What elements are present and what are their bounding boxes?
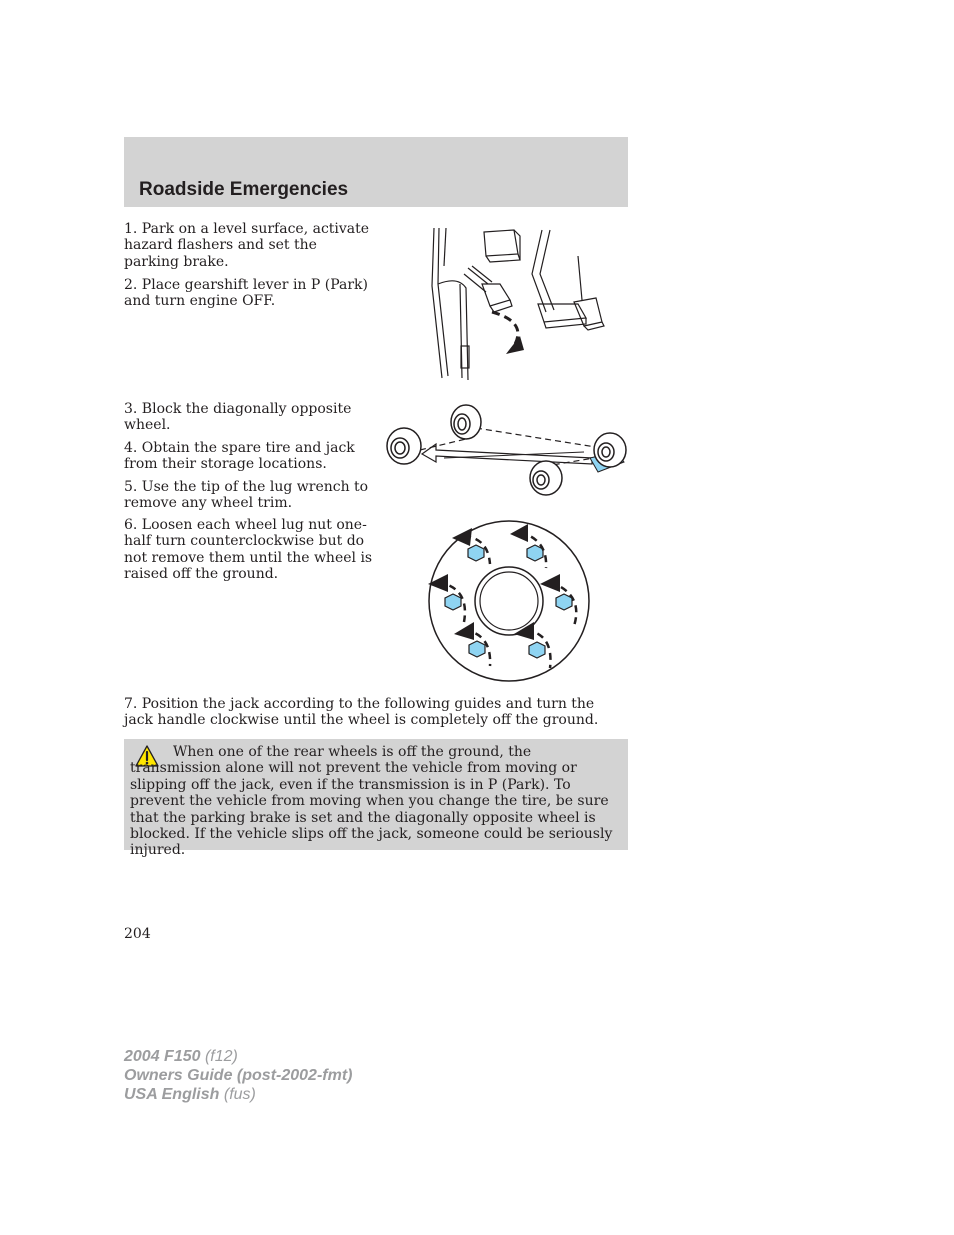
footer-line-3	[124, 1085, 352, 1104]
step-7: 7. Position the jack according to the following guides and turn the jack handle clockwise until the wheel is completely off the ground.	[124, 696, 599, 729]
footer-language-code: (fus)	[223, 1086, 256, 1103]
footer-model-code: (f12)	[204, 1048, 238, 1065]
lug-nut-pattern-illustration	[424, 518, 590, 684]
footer-line-1	[124, 1047, 352, 1066]
page-number: 204	[124, 926, 151, 942]
step-1: 1. Park on a level surface, activate hazard flashers and set the parking brake.	[124, 221, 370, 270]
step-2: 2. Place gearshift lever in P (Park) and turn engine OFF.	[124, 277, 369, 310]
document-footer	[124, 1047, 352, 1104]
section-title: Roadside Emergencies	[139, 179, 349, 200]
section-header	[124, 137, 628, 207]
parking-brake-illustration	[428, 226, 608, 382]
footer-model: 2004 F150	[124, 1048, 201, 1065]
warning-text: When one of the rear wheels is off the ground, the transmission alone will not prevent the vehicle from moving or slipping off the jack, even if the transmission is in P (Park). To prevent the vehicle from moving when you change the tire, be sure that the parking brake is set and the diagonally opposite wheel is blocked. If the vehicle slips off the jack, someone could be seriously injured.	[130, 744, 613, 859]
step-5: 5. Use the tip of the lug wrench to remove any wheel trim.	[124, 479, 369, 512]
footer-line-2	[124, 1066, 352, 1085]
warning-box	[124, 739, 628, 859]
step-3: 3. Block the diagonally opposite wheel.	[124, 401, 352, 434]
footer-language: USA English	[124, 1086, 220, 1103]
step-6: 6. Loosen each wheel lug nut one-half turn counterclockwise but do not remove them until the wheel is raised off the ground.	[124, 517, 373, 583]
step-4: 4. Obtain the spare tire and jack from their storage locations.	[124, 440, 355, 473]
footer-guide: Owners Guide (post-2002-fmt)	[124, 1067, 353, 1084]
wheel-block-illustration	[384, 402, 630, 498]
